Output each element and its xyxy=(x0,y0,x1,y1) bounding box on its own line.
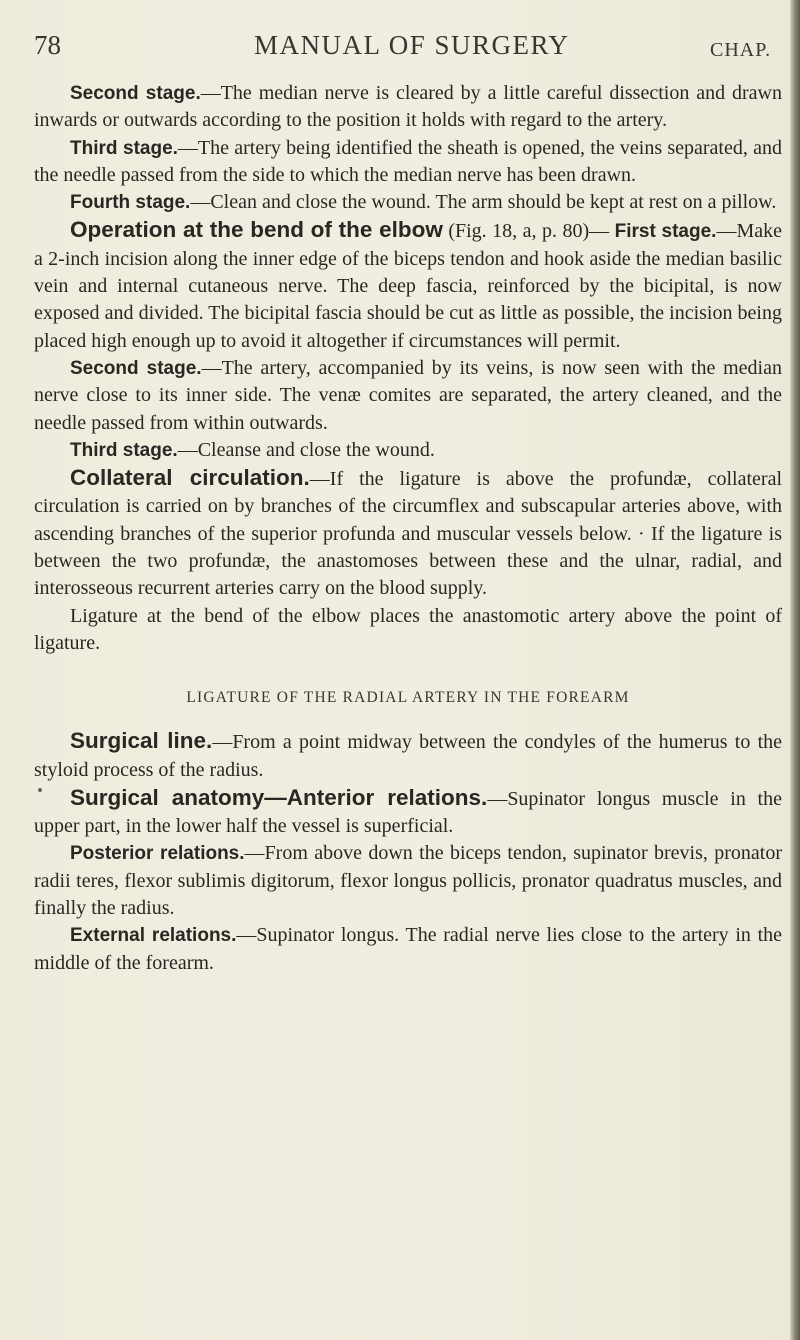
paragraph xyxy=(34,840,782,922)
paragraph-text: —The median nerve is cleared by a little careful dissection and drawn inwards or outwards according to the position it holds with regard to the artery. xyxy=(34,82,782,132)
print-blemish xyxy=(38,788,42,792)
paragraph xyxy=(34,603,782,658)
running-title: MANUAL OF SURGERY xyxy=(254,30,570,60)
paragraph-text: —The artery being identified the sheath is opened, the veins separated, and the needle passed from the side to which the median nerve has been drawn. xyxy=(34,136,782,186)
run-in-heading: Surgical line. xyxy=(70,728,213,754)
paragraph-text: —From a point midway between the condyles of the humerus to the styloid process of the radius. xyxy=(34,731,783,781)
paragraph xyxy=(34,784,782,841)
paragraph xyxy=(34,355,782,437)
page-header xyxy=(34,30,774,70)
paragraph xyxy=(34,727,782,784)
paragraph xyxy=(34,437,782,464)
run-in-heading: Third stage. xyxy=(70,137,178,159)
paragraph-text: —Cleanse and close the wound. xyxy=(177,438,435,461)
page-number: 78 xyxy=(34,30,61,60)
run-in-heading: External relations. xyxy=(70,925,237,947)
paragraph xyxy=(34,80,782,135)
paragraph xyxy=(34,135,782,190)
paragraph-text: Ligature at the bend of the elbow places the anastomotic artery above the point of ligature. xyxy=(34,604,782,654)
run-in-heading: Surgical anatomy—Anterior relations. xyxy=(70,784,488,810)
paragraph xyxy=(34,464,782,602)
run-in-heading: Second stage. xyxy=(70,83,201,104)
paragraph-text: —Supinator longus muscle in the upper part, in the lower half the vessel is superficial. xyxy=(34,787,782,838)
run-in-heading: Posterior relations. xyxy=(70,843,245,865)
body-text xyxy=(34,80,782,977)
paragraph-text: (Fig. 18, a, p. 80)— xyxy=(442,220,615,243)
paragraph-text: —Make a 2-inch incision along the inner edge of the biceps tendon and hook aside the median basilic vein and internal cutaneous nerve. The deep fascia, reinforced by the bicipital, is now exposed and divided. The bicipital fascia should be cut as little as possible, the incision being placed high enough up to avoid it altogether if circumstances will permit. xyxy=(34,220,782,352)
run-in-heading: Fourth stage. xyxy=(70,192,191,214)
paragraph-text: —If the ligature is above the profundæ, collateral circulation is carried on by branches of the circumflex and subscapular arteries above, with ascending branches of the superior profunda and muscular vessels below. · If the ligature is between the two profundæ, the anastomoses between these and the ulnar, radial, and interosseous recurrent arteries carry on the blood supply. xyxy=(34,468,783,600)
paragraph xyxy=(34,216,782,354)
paragraph-text: —Supinator longus. The radial nerve lies close to the artery in the middle of the forearm. xyxy=(34,924,783,974)
page-edge-shadow xyxy=(790,0,800,1340)
run-in-heading: First stage. xyxy=(614,221,717,243)
run-in-heading: Second stage. xyxy=(70,357,202,379)
run-in-heading: Collateral circulation. xyxy=(70,465,310,491)
paragraph-text: —Clean and close the wound. The arm should be kept at rest on a pillow. xyxy=(190,191,777,214)
run-in-heading: Operation at the bend of the elbow xyxy=(70,217,443,243)
paragraph-text: —From above down the biceps tendon, supinator brevis, pronator radii teres, flexor sublimis digitorum, flexor longus pollicis, pronator quadratus muscles, and finally the radius. xyxy=(34,842,782,920)
section-heading: LIGATURE OF THE RADIAL ARTERY IN THE FOREARM xyxy=(186,689,630,707)
chapter-mark: CHAP. xyxy=(710,39,772,61)
paragraph xyxy=(34,189,782,216)
run-in-heading: Third stage. xyxy=(70,439,178,461)
paragraph xyxy=(34,922,782,977)
paragraph-text: —The artery, accompanied by its veins, is now seen with the median nerve close to its inner side. The venæ comites are separated, the artery cleaned, and the needle passed from within outwards. xyxy=(34,356,782,434)
